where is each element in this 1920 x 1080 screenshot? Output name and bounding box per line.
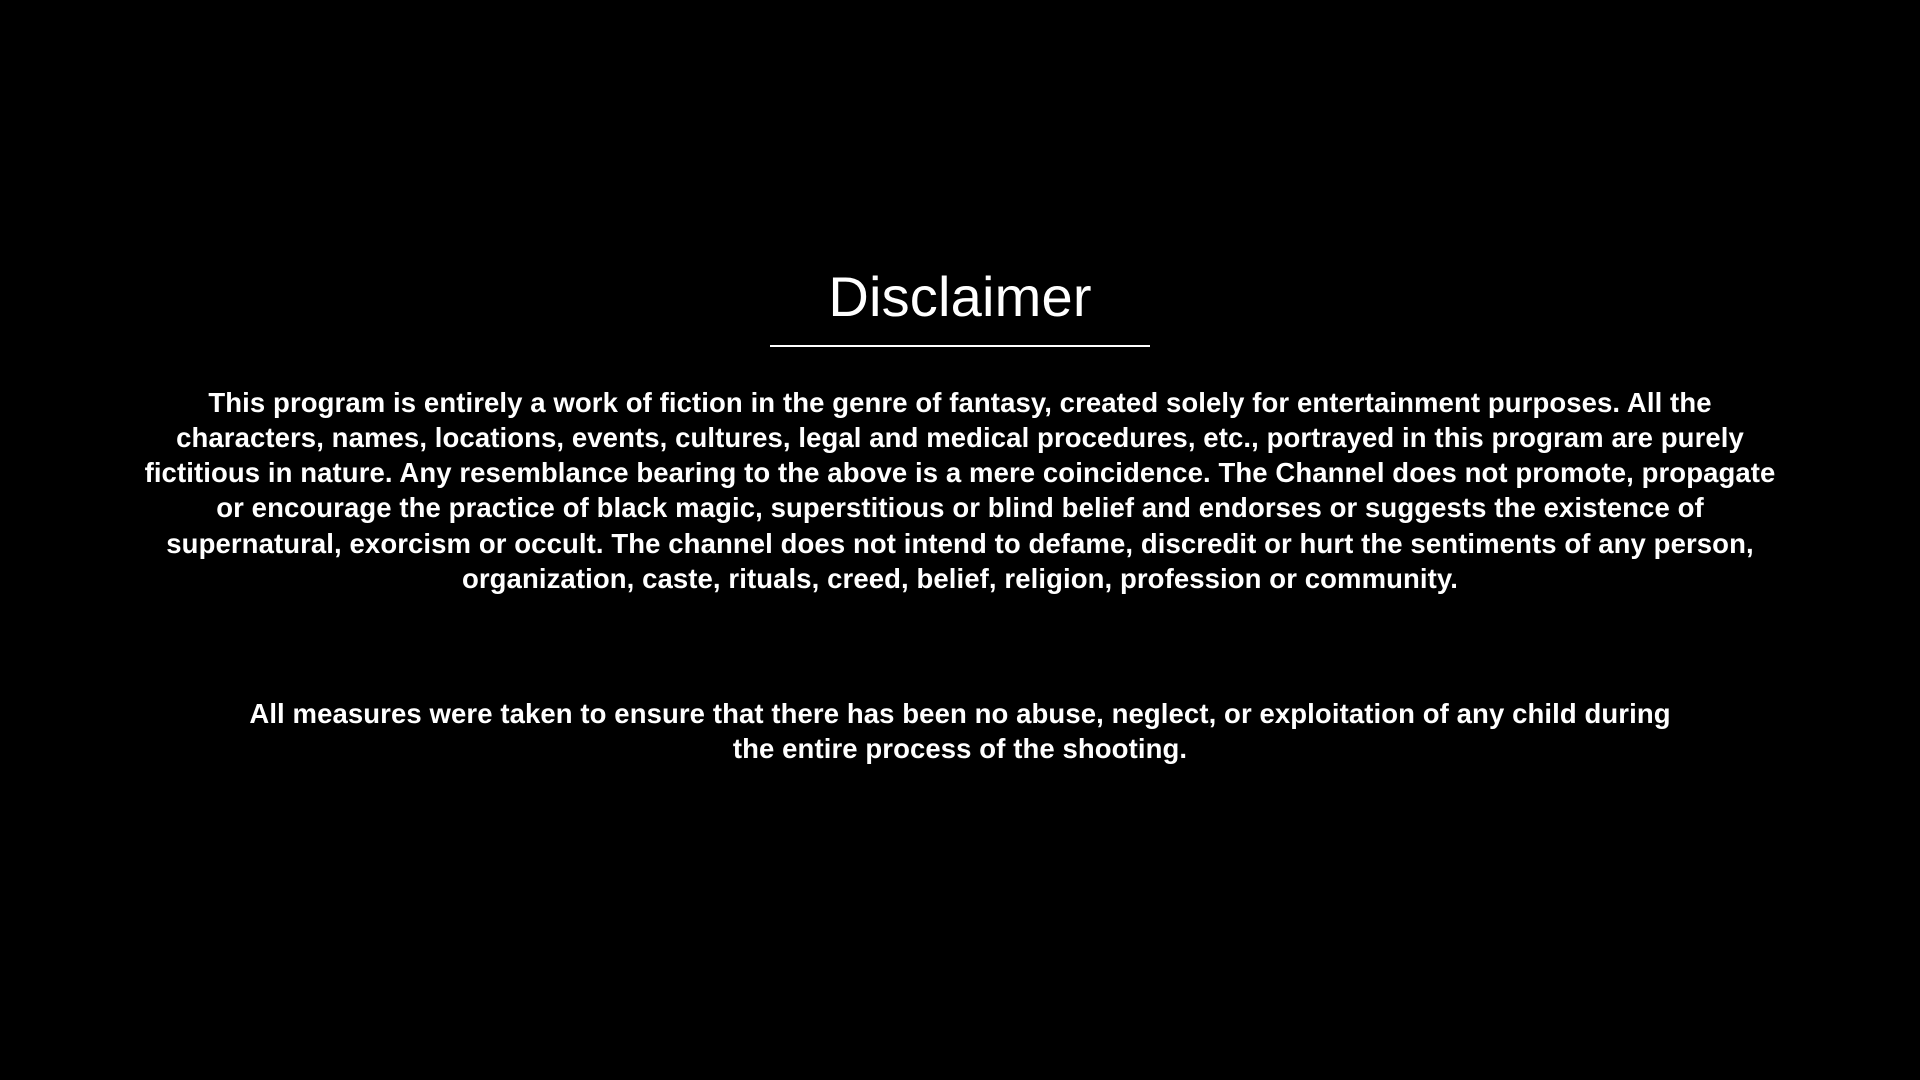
disclaimer-paragraph-secondary bbox=[235, 696, 1685, 766]
title-divider bbox=[770, 345, 1150, 347]
disclaimer-content bbox=[120, 265, 1800, 766]
disclaimer-text-primary: This program is entirely a work of fiction in the genre of fantasy, created solely for entertainment purposes. All the characters, names, locations, events, cultures, legal and medical procedures, etc., portrayed in this program are purely fictitious in nature. Any resemblance bearing to the above is a mere coincidence. The Channel does not promote, propagate or encourage the practice of black magic, superstitious or blind belief and endorses or suggests the existence of supernatural, exorcism or occult. The channel does not intend to defame, discredit or hurt the sentiments of any person, organization, caste, rituals, creed, belief, religion, profession or community. bbox=[144, 386, 1776, 594]
disclaimer-text-secondary: All measures were taken to ensure that there has been no abuse, neglect, or exploitation of any child during the entire process of the shooting. bbox=[249, 697, 1671, 765]
page-title: Disclaimer bbox=[828, 265, 1092, 328]
paragraph-spacer bbox=[120, 596, 1800, 658]
disclaimer-paragraph-primary bbox=[140, 385, 1780, 596]
